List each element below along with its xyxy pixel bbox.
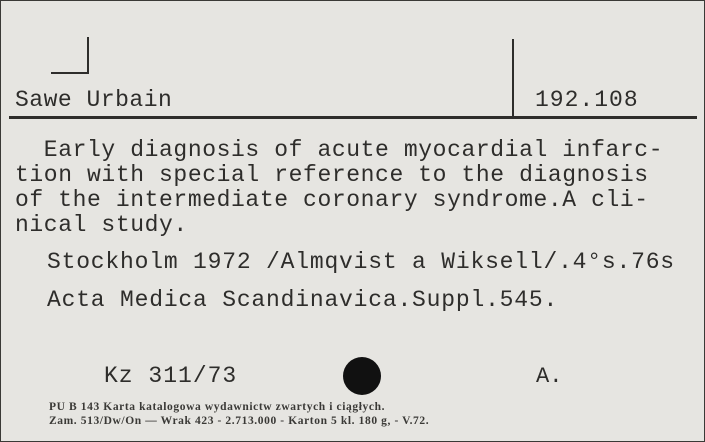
printer-imprint-line-1: PU B 143 Karta katalogowa wydawnictw zwartych i ciągłych. xyxy=(49,401,386,413)
corner-mark-horizontal xyxy=(51,72,89,74)
accession-number: Kz 311/73 xyxy=(104,363,238,389)
title-line-1: Early diagnosis of acute myocardial infarc- xyxy=(15,137,664,163)
title-line-4: nical study. xyxy=(15,212,188,238)
title-line-2: tion with special reference to the diagnosis xyxy=(15,162,649,188)
corner-mark-vertical xyxy=(87,37,89,73)
header-divider xyxy=(512,39,514,117)
call-number: 192.108 xyxy=(535,87,639,113)
header-rule xyxy=(9,116,697,119)
series-note: Acta Medica Scandinavica.Suppl.545. xyxy=(47,287,559,313)
title-line-3: of the intermediate coronary syndrome.A cli- xyxy=(15,187,649,213)
author-name: Sawe Urbain xyxy=(15,87,173,113)
ink-stamp xyxy=(343,357,381,395)
imprint: Stockholm 1972 /Almqvist a Wiksell/.4°s.76s xyxy=(47,249,675,275)
printer-imprint-line-2: Zam. 513/Dw/On — Wrak 423 - 2.713.000 - Karton 5 kl. 180 g, - V.72. xyxy=(49,415,430,427)
letter-mark: A. xyxy=(536,364,563,389)
